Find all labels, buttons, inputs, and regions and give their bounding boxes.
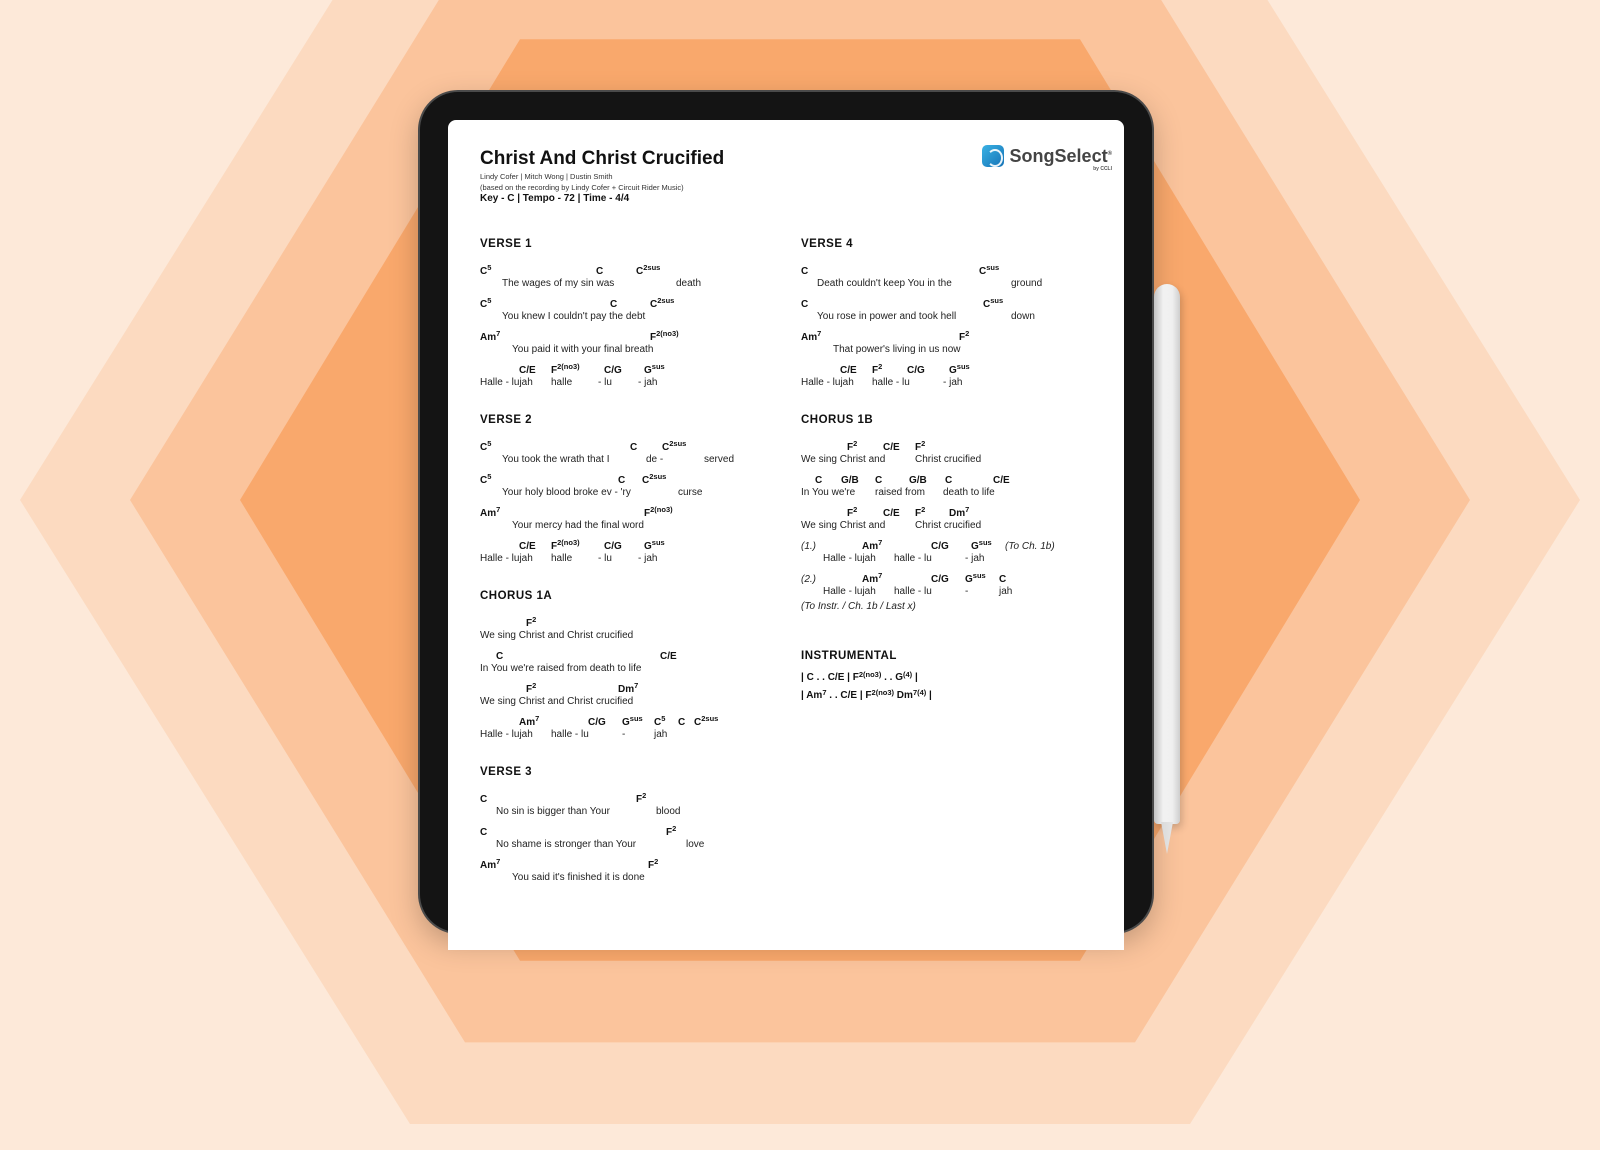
chord: $F^2$	[872, 362, 883, 376]
lyric-line	[801, 278, 1111, 293]
chord: C	[678, 717, 686, 728]
chord: $C^5$	[480, 472, 492, 486]
chord-line	[480, 469, 790, 487]
lyric: halle - lu	[894, 586, 932, 597]
section-instrumental	[801, 650, 1111, 708]
trademark-symbol: ®	[1107, 150, 1112, 157]
lyric: raised from	[875, 487, 926, 498]
chord-line	[801, 260, 1111, 278]
chord: C/E	[883, 508, 900, 519]
chord: $C^{2sus}$	[662, 439, 687, 453]
chord: C	[801, 266, 809, 277]
songselect-logo	[982, 145, 1112, 172]
lyric: That power's living in us now	[833, 344, 961, 355]
lyric-line	[480, 663, 790, 678]
chord: C/G	[931, 541, 949, 552]
section-title: VERSE 3	[480, 766, 533, 778]
chord: Am$^7$	[862, 571, 883, 585]
chord-line	[801, 326, 1111, 344]
lyric: halle - lu	[894, 553, 932, 564]
lyric: death	[676, 278, 702, 289]
lyric: You knew I couldn't pay the debt	[502, 311, 646, 322]
lyric: death to life	[943, 487, 995, 498]
repeat-note: (To Instr. / Ch. 1b / Last x)	[801, 601, 916, 612]
section-title: VERSE 4	[801, 238, 854, 250]
chord-line	[801, 502, 1111, 520]
lyric: Your mercy had the final word	[512, 520, 644, 531]
repeat-note: (2.)	[801, 574, 816, 585]
lyric: halle - lu	[551, 729, 589, 740]
chord-line	[480, 293, 790, 311]
chord: C	[801, 299, 809, 310]
chord: $C^{sus}$	[979, 263, 1000, 277]
lyric-line	[801, 344, 1111, 359]
chord-line	[480, 788, 790, 806]
songselect-logo-text	[1009, 145, 1112, 172]
chord: C/E	[519, 365, 536, 376]
chord: $C^5$	[480, 263, 492, 277]
lyric: de -	[646, 454, 664, 465]
lyric: We sing Christ and Christ crucified	[480, 630, 634, 641]
chord: $F^2$	[847, 505, 858, 519]
lyric: Your holy blood broke ev - 'ry	[502, 487, 631, 498]
stylus-tip	[1161, 822, 1173, 854]
tablet-device	[420, 92, 1152, 932]
chord-line	[480, 535, 790, 553]
lyric-line	[801, 601, 1111, 616]
lyric-line	[801, 553, 1111, 568]
section-chorus-1a	[480, 590, 790, 744]
section-title: INSTRUMENTAL	[801, 650, 897, 662]
chord-line	[801, 293, 1111, 311]
instrumental-bar-row-2: | Am$^7$ . . C/E | $F^{2(no3)}$ $Dm^{7(4)}$ |	[801, 688, 932, 701]
chord-line	[801, 436, 1111, 454]
section-title: VERSE 2	[480, 414, 533, 426]
chord: $F^2$	[847, 439, 858, 453]
chord: Am$^7$	[519, 714, 540, 728]
chord: $C^5$	[480, 296, 492, 310]
lyric-line	[480, 553, 790, 568]
chord-line	[801, 535, 1111, 553]
chord: $F^2$	[636, 791, 647, 805]
chord: $F^2$	[666, 824, 677, 838]
lyric-line	[480, 278, 790, 293]
lyric: Halle - lujah	[480, 377, 533, 388]
lyric: - jah	[638, 377, 658, 388]
chord: C	[875, 475, 883, 486]
chord: $G^{sus}$	[949, 362, 970, 376]
songselect-logo-sub: by CCLI	[1093, 165, 1112, 172]
lyric: blood	[656, 806, 681, 817]
stylus-pencil	[1154, 284, 1180, 824]
chord: C/G	[907, 365, 925, 376]
chord: Dm$^7$	[618, 681, 639, 695]
lyric: Halle - lujah	[823, 553, 876, 564]
section-title: CHORUS 1B	[801, 414, 874, 426]
lyric: Halle - lujah	[801, 377, 854, 388]
lyric: You paid it with your final breath	[512, 344, 654, 355]
chord: C/E	[993, 475, 1010, 486]
chord: $G^{sus}$	[644, 538, 665, 552]
chord-line	[480, 260, 790, 278]
chord: C	[496, 651, 504, 662]
chord: Am$^7$	[480, 329, 501, 343]
lyric: In You we're	[801, 487, 856, 498]
chord-line	[480, 502, 790, 520]
chord: Dm$^7$	[949, 505, 970, 519]
chord-line	[801, 568, 1111, 586]
chord: C/G	[604, 541, 622, 552]
chord: $F^2$	[526, 681, 537, 695]
left-column	[480, 238, 790, 909]
repeat-note: (To Ch. 1b)	[1005, 541, 1055, 552]
lyric: - lu	[598, 553, 612, 564]
lyric: Halle - lujah	[480, 729, 533, 740]
chord: C	[618, 475, 626, 486]
lyric: You took the wrath that I	[502, 454, 610, 465]
lyric: halle	[551, 377, 573, 388]
section-title: CHORUS 1A	[480, 590, 553, 602]
chord-line	[801, 359, 1111, 377]
chord: $F^{2(no3)}$	[551, 362, 580, 376]
chord: C	[630, 442, 638, 453]
chord: C	[596, 266, 604, 277]
lyric-line	[801, 487, 1111, 502]
chord: Am$^7$	[480, 505, 501, 519]
chord: C	[945, 475, 953, 486]
lyric: Halle - lujah	[823, 586, 876, 597]
lyric: curse	[678, 487, 703, 498]
repeat-note: (1.)	[801, 541, 816, 552]
lyric: - jah	[965, 553, 985, 564]
chord: C/G	[588, 717, 606, 728]
chord: $F^{2(no3)}$	[650, 329, 679, 343]
chord: C	[610, 299, 618, 310]
chord-line	[480, 854, 790, 872]
chord: C/E	[840, 365, 857, 376]
lyric: ground	[1011, 278, 1043, 289]
chord: C	[480, 827, 488, 838]
chord: C/E	[660, 651, 677, 662]
right-column	[801, 238, 1111, 730]
lyric: You rose in power and took hell	[817, 311, 957, 322]
lyric: You said it's finished it is done	[512, 872, 645, 883]
chord: $G^{sus}$	[965, 571, 986, 585]
chord-line	[480, 326, 790, 344]
chord-line	[480, 645, 790, 663]
lyric: No shame is stronger than Your	[496, 839, 637, 850]
chord: C/E	[883, 442, 900, 453]
lyric: We sing Christ and Christ crucified	[480, 696, 634, 707]
lyric: jah	[999, 586, 1013, 597]
song-recording-note: (based on the recording by Lindy Cofer + Circuit Rider Music)	[480, 183, 684, 192]
chord: $C^{2sus}$	[636, 263, 661, 277]
song-title: Christ And Christ Crucified	[480, 148, 725, 169]
chord: $G^{sus}$	[971, 538, 992, 552]
chord: C/G	[604, 365, 622, 376]
lyric: jah	[654, 729, 668, 740]
chord: $F^2$	[915, 439, 926, 453]
chord: $F^2$	[648, 857, 659, 871]
chord: $C^{2sus}$	[650, 296, 675, 310]
section-verse-2	[480, 414, 790, 568]
chord: C	[480, 794, 488, 805]
chord: $F^2$	[526, 615, 537, 629]
chord: Am$^7$	[862, 538, 883, 552]
lyric-line	[480, 630, 790, 645]
section-chorus-1b	[801, 414, 1111, 616]
lyric-line	[480, 729, 790, 744]
chord: $C^{sus}$	[983, 296, 1004, 310]
chord: $C^5$	[480, 439, 492, 453]
section-verse-1	[480, 238, 790, 392]
lyric: Christ crucified	[915, 520, 982, 531]
song-authors: Lindy Cofer | Mitch Wong | Dustin Smith	[480, 172, 613, 181]
chord-line	[480, 678, 790, 696]
lyric: down	[1011, 311, 1035, 322]
lyric-line	[480, 520, 790, 535]
chord: $C^{2sus}$	[694, 714, 719, 728]
song-key-tempo-time: Key - C | Tempo - 72 | Time - 4/4	[480, 193, 630, 204]
chord-line	[801, 469, 1111, 487]
chord: C/E	[519, 541, 536, 552]
lyric-line	[801, 377, 1111, 392]
lyric-line	[801, 586, 1111, 601]
lyric: love	[686, 839, 705, 850]
songselect-logo-part: SongSelect	[1009, 145, 1108, 166]
chord-line	[480, 359, 790, 377]
lyric: Death couldn't keep You in the	[817, 278, 952, 289]
lyric: We sing Christ and	[801, 454, 886, 465]
chord: Am$^7$	[801, 329, 822, 343]
chord: G/B	[841, 475, 859, 486]
chord: $F^{2(no3)}$	[644, 505, 673, 519]
lyric: No sin is bigger than Your	[496, 806, 610, 817]
section-verse-3	[480, 766, 790, 887]
chord: C	[815, 475, 823, 486]
lyric-line	[480, 344, 790, 359]
section-title: VERSE 1	[480, 238, 533, 250]
chord: $F^{2(no3)}$	[551, 538, 580, 552]
lyric: halle - lu	[872, 377, 910, 388]
lyric: Halle - lujah	[480, 553, 533, 564]
songselect-logo-icon	[982, 145, 1004, 167]
chord: $G^{sus}$	[622, 714, 643, 728]
chord: C	[999, 574, 1007, 585]
lyric-line	[801, 311, 1111, 326]
chord: $C^{2sus}$	[642, 472, 667, 486]
chord: Am$^7$	[480, 857, 501, 871]
chord-line	[480, 436, 790, 454]
lyric-line	[801, 520, 1111, 535]
lyric-line	[480, 872, 790, 887]
lyric: - jah	[943, 377, 963, 388]
lyric-line	[480, 454, 790, 469]
lyric-line	[480, 839, 790, 854]
lyric: served	[704, 454, 735, 465]
lyric: We sing Christ and	[801, 520, 886, 531]
lyric-line	[480, 696, 790, 711]
lyric: The wages of my sin was	[502, 278, 615, 289]
chord-line	[480, 821, 790, 839]
chord-line	[480, 612, 790, 630]
chord-line	[480, 711, 790, 729]
section-verse-4	[801, 238, 1111, 392]
lyric: -	[965, 586, 969, 597]
lyric-line	[801, 454, 1111, 469]
chord: C/G	[931, 574, 949, 585]
lyric-line	[480, 311, 790, 326]
instrumental-bar-row-1: | C . . C/E | $F^{2(no3)}$ . . $G^{(4)}$ |	[801, 670, 918, 683]
lyric-line	[480, 487, 790, 502]
chord: $F^2$	[959, 329, 970, 343]
lyric: halle	[551, 553, 573, 564]
chord: $C^5$	[654, 714, 666, 728]
lyric: -	[622, 729, 626, 740]
lyric-line	[480, 377, 790, 392]
chord-sheet-page[interactable]	[448, 120, 1124, 950]
chord: $F^2$	[915, 505, 926, 519]
chord: G/B	[909, 475, 927, 486]
lyric: - jah	[638, 553, 658, 564]
lyric: - lu	[598, 377, 612, 388]
lyric: In You we're raised from death to life	[480, 663, 642, 674]
chord: $G^{sus}$	[644, 362, 665, 376]
lyric-line	[480, 806, 790, 821]
lyric: Christ crucified	[915, 454, 982, 465]
